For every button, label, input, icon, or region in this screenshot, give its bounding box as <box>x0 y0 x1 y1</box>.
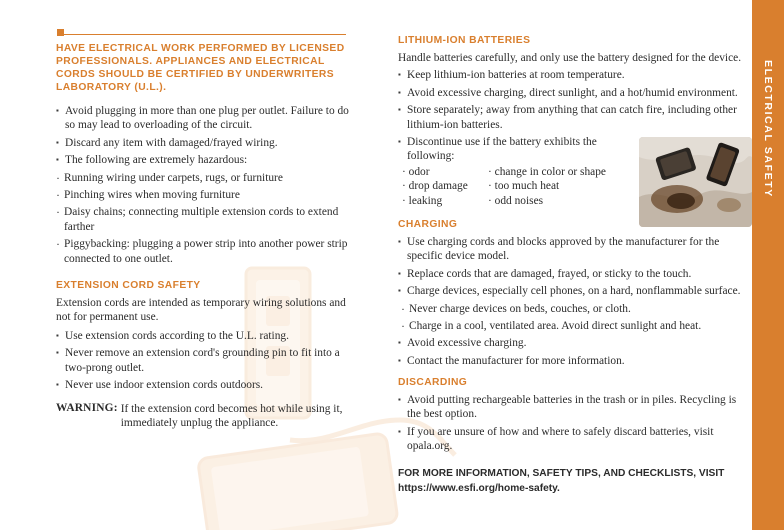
hazard-item: · Pinching wires when moving furniture <box>56 188 356 202</box>
charging-heading: CHARGING <box>398 219 458 230</box>
symptom-item: · change in color or shape <box>488 166 606 178</box>
left-bullets <box>56 104 356 269</box>
warning-box <box>56 402 356 431</box>
list-item: ▪ Store separately; away from anything that can catch fire, including other lithium-ion batteries. <box>398 103 743 132</box>
footer-text: FOR MORE INFORMATION, SAFETY TIPS, AND CHECKLISTS, VISIT <box>398 468 725 479</box>
list-item: ▪ Charge devices, especially cell phones, on a hard, nonflammable surface. <box>398 284 743 298</box>
charging-sub-item: · Charge in a cool, ventilated area. Avoid direct sunlight and heat. <box>401 319 743 333</box>
list-item: ▪ The following are extremely hazardous: <box>56 153 356 167</box>
lithium-heading: LITHIUM-ION BATTERIES <box>398 35 531 46</box>
list-item: ▪ Keep lithium-ion batteries at room temperature. <box>398 68 743 82</box>
charging-sub-item: · Never charge devices on beds, couches, or cloth. <box>401 302 743 316</box>
symptom-col-1 <box>402 165 488 208</box>
list-item: ▪ Contact the manufacturer for more information. <box>398 354 743 368</box>
lead-heading: HAVE ELECTRICAL WORK PERFORMED BY LICENSED PROFESSIONALS. APPLIANCES AND ELECTRICAL CORDS SHOULD BE CERTIFIED BY UNDERWRITERS LABORATORY (U.L.). <box>56 43 345 93</box>
warning-label: WARNING: <box>56 402 118 414</box>
footer-link[interactable]: https://www.esfi.org/home-safety. <box>398 482 560 494</box>
list-item: ▪ Discard any item with damaged/frayed wiring. <box>56 136 356 150</box>
list-item: ▪ Never use indoor extension cords outdoors. <box>56 378 356 392</box>
section-marker <box>57 29 64 36</box>
list-item: ▪ Never remove an extension cord's grounding pin to fit into a two-prong outlet. <box>56 346 356 375</box>
extension-section <box>56 296 356 395</box>
warning-text: If the extension cord becomes hot while using it, immediately unplug the appliance. <box>120 403 343 430</box>
list-item: ▪ Avoid excessive charging. <box>398 336 743 350</box>
discarding-heading: DISCARDING <box>398 377 468 388</box>
symptom-item: · too much heat <box>488 180 560 193</box>
symptom-col-2 <box>488 165 628 208</box>
symptom-item: · odd noises <box>488 194 544 207</box>
list-item: ▪ Use charging cords and blocks approved by the manufacturer for the specific device model. <box>398 235 743 264</box>
symptom-item: · odor <box>402 166 430 178</box>
hazard-item: · Piggybacking: plugging a power strip into another power strip connected to one outlet. <box>56 237 356 266</box>
list-item: ▪ Discontinue use if the battery exhibits the following: <box>398 135 628 164</box>
lithium-intro: Handle batteries carefully, and only use the battery designed for the device. <box>398 52 742 64</box>
list-item: ▪ Avoid plugging in more than one plug per outlet. Failure to do so may lead to overloading of the circuit. <box>56 104 356 133</box>
burnt-phone-photo-icon <box>639 137 752 227</box>
list-item: ▪ Avoid excessive charging, direct sunlight, and a hot/humid environment. <box>398 86 743 100</box>
discarding-section <box>398 393 743 457</box>
footer <box>398 467 748 496</box>
symptom-list <box>402 165 628 208</box>
hazard-item: · Daisy chains; connecting multiple extension cords to extend farther <box>56 205 356 234</box>
top-divider <box>64 34 346 35</box>
burnt-phone-photo <box>639 137 752 227</box>
extension-heading: EXTENSION CORD SAFETY <box>56 280 201 291</box>
list-item: ▪ Use extension cords according to the U.L. rating. <box>56 329 356 343</box>
extension-intro: Extension cords are intended as temporary wiring solutions and not for permanent use. <box>56 297 346 324</box>
side-tab-label: ELECTRICAL SAFETY <box>762 60 774 198</box>
list-item: ▪ Replace cords that are damaged, frayed, or sticky to the touch. <box>398 267 743 281</box>
symptom-item: · drop damage <box>402 180 468 193</box>
charging-section <box>398 235 743 371</box>
list-item: ▪ Avoid putting rechargeable batteries in the trash or in piles. Recycling is the best option. <box>398 393 743 422</box>
hazard-item: · Running wiring under carpets, rugs, or furniture <box>56 171 356 185</box>
symptom-item: · leaking <box>402 194 443 207</box>
list-item: ▪ If you are unsure of how and where to safely discard batteries, visit opala.org. <box>398 425 743 454</box>
